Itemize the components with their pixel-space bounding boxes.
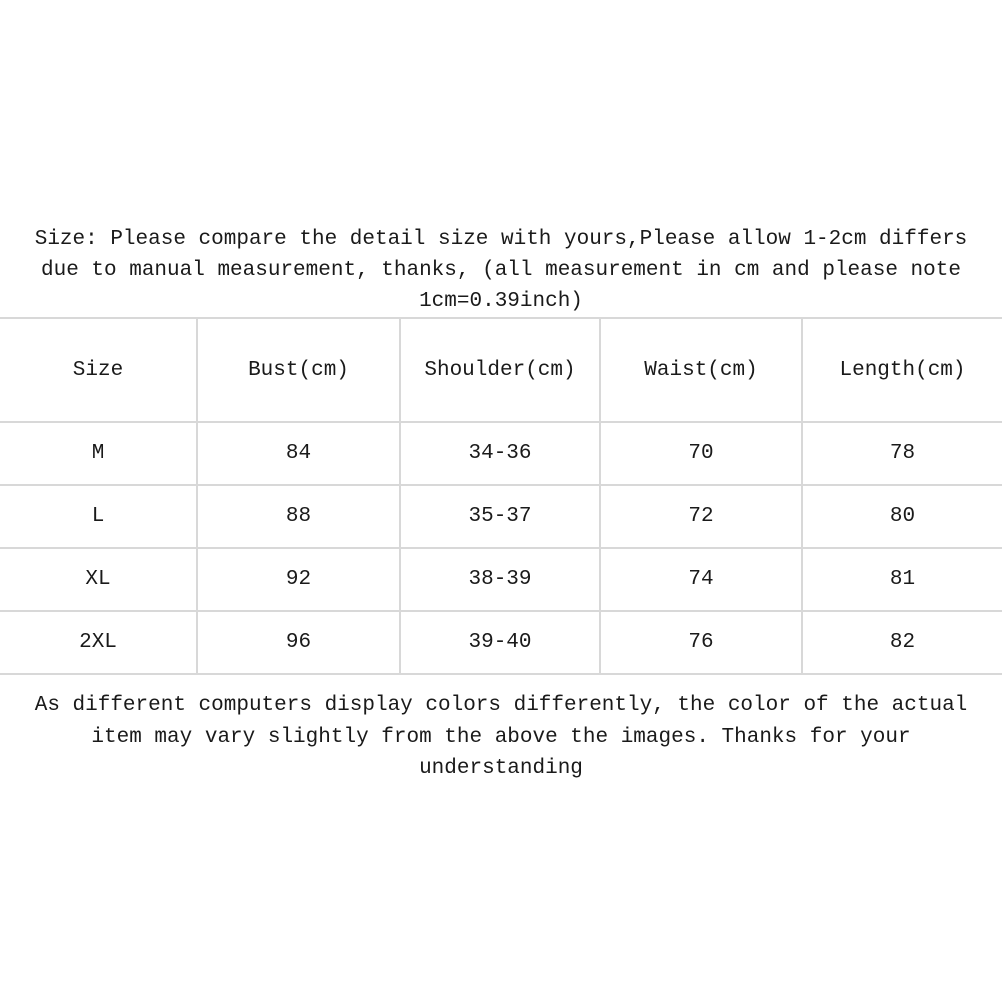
table-row-xl [0,548,1002,611]
size-table [0,317,1002,675]
table-cell: 72 [600,485,802,548]
table-cell: 88 [197,485,400,548]
measurement-note-line-2: due to manual measurement, thanks, (all measurement in cm and please note [41,259,961,282]
table-cell: 39-40 [400,611,600,674]
table-row-2xl [0,611,1002,674]
measurement-note [0,224,1002,317]
color-disclaimer-line-1: As different computers display colors differently, the color of the actual [34,694,968,717]
table-cell: XL [0,548,197,611]
table-cell: L [0,485,197,548]
table-cell: 2XL [0,611,197,674]
table-cell: 96 [197,611,400,674]
table-cell: 81 [802,548,1002,611]
color-disclaimer-line-2: item may vary slightly from the above the images. Thanks for your [91,725,911,749]
table-cell: 74 [600,548,802,611]
table-cell: 76 [600,611,802,674]
col-header-waist: Waist(cm) [600,318,802,422]
table-cell: 84 [197,422,400,485]
col-header-bust: Bust(cm) [197,318,400,422]
table-cell: 35-37 [400,485,600,548]
table-row-m [0,422,1002,485]
measurement-note-line-3: 1cm=0.39inch) [419,290,583,313]
table-cell: 38-39 [400,548,600,611]
col-header-shoulder: Shoulder(cm) [400,318,600,422]
col-header-size: Size [0,318,197,422]
measurement-note-line-1: Size: Please compare the detail size with yours,Please allow 1-2cm differs [34,228,968,251]
color-disclaimer [0,690,1002,785]
col-header-length: Length(cm) [802,318,1002,422]
table-cell: 92 [197,548,400,611]
table-cell: 82 [802,611,1002,674]
table-cell: 34-36 [400,422,600,485]
table-cell: 70 [600,422,802,485]
table-row-l [0,485,1002,548]
color-disclaimer-line-3: understanding [419,757,583,780]
size-table-header-row [0,318,1002,422]
table-cell: M [0,422,197,485]
table-cell: 78 [802,422,1002,485]
table-cell: 80 [802,485,1002,548]
